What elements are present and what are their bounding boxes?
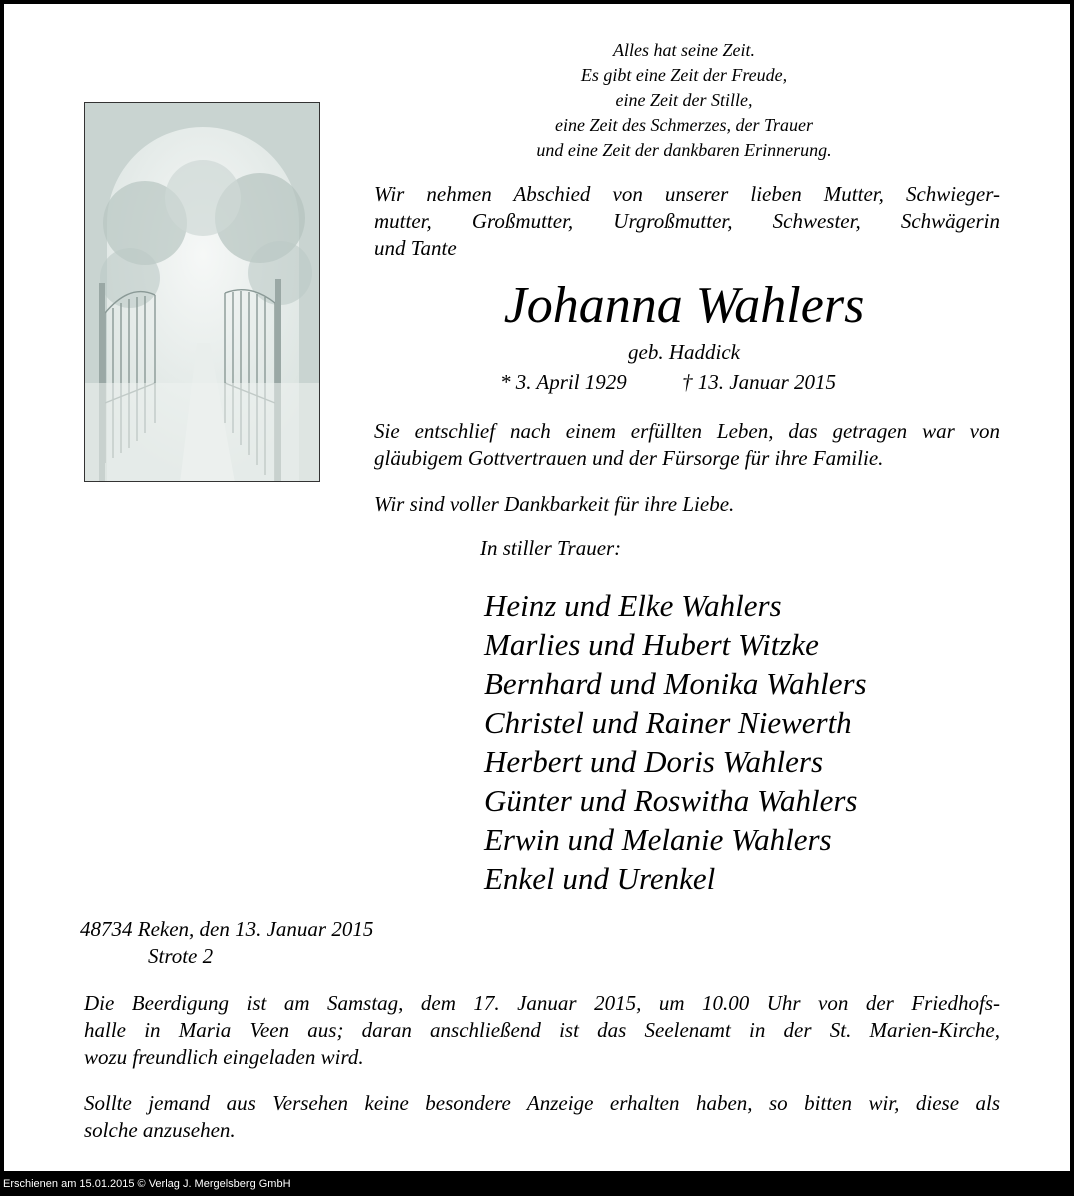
- tribute-line-2: gläubigem Gottvertrauen und der Fürsorge für ihre Familie.: [374, 446, 884, 470]
- mourning-label: In stiller Trauer:: [480, 536, 622, 560]
- birth-date: * 3. April 1929: [500, 370, 627, 394]
- gratitude-text: Wir sind voller Dankbarkeit für ihre Liebe.: [374, 492, 735, 516]
- poem-line-1: Alles hat seine Zeit.: [613, 40, 755, 60]
- funeral-line-1: Die Beerdigung ist am Samstag, dem 17. Januar 2015, um 10.00 Uhr von der Friedhofs-: [84, 991, 1000, 1015]
- intro-line-2: mutter, Großmutter, Urgroßmutter, Schwester, Schwägerin: [374, 209, 1000, 233]
- poem-line-3: eine Zeit der Stille,: [615, 90, 753, 110]
- gate-illustration-icon: [85, 103, 320, 482]
- mourner-1: Heinz und Elke Wahlers: [484, 588, 782, 623]
- funeral-line-2: halle in Maria Veen aus; daran anschließend ist das Seelenamt in der St. Marien-Kirche,: [84, 1018, 1000, 1042]
- death-date: † 13. Januar 2015: [682, 370, 836, 394]
- poem-line-4: eine Zeit des Schmerzes, der Trauer: [555, 115, 813, 135]
- mourner-6: Günter und Roswitha Wahlers: [484, 783, 858, 818]
- obituary-page: [4, 4, 1070, 1171]
- tribute-line-1: Sie entschlief nach einem erfüllten Leben, das getragen war von: [374, 419, 1000, 443]
- mourner-5: Herbert und Doris Wahlers: [484, 744, 824, 779]
- gate-photo: [84, 102, 320, 482]
- intro-line-3: und Tante: [374, 236, 457, 260]
- mourner-8: Enkel und Urenkel: [484, 861, 716, 896]
- poem-line-2: Es gibt eine Zeit der Freude,: [580, 65, 788, 85]
- publication-footer: Erschienen am 15.01.2015 © Verlag J. Mergelsberg GmbH: [3, 1178, 291, 1190]
- mourner-2: Marlies und Hubert Witzke: [484, 627, 819, 662]
- notice-line-2: solche anzusehen.: [84, 1118, 236, 1142]
- notice-line-1: Sollte jemand aus Versehen keine besondere Anzeige erhalten haben, so bitten wir, diese als: [84, 1091, 1000, 1115]
- deceased-name: Johanna Wahlers: [503, 277, 865, 334]
- poem-line-5: und eine Zeit der dankbaren Erinnerung.: [536, 140, 832, 160]
- intro-line-1: Wir nehmen Abschied von unserer lieben Mutter, Schwieger-: [374, 182, 1000, 206]
- mourner-3: Bernhard und Monika Wahlers: [484, 666, 867, 701]
- funeral-line-3: wozu freundlich eingeladen wird.: [84, 1045, 364, 1069]
- mourner-4: Christel und Rainer Niewerth: [484, 705, 852, 740]
- address-line-1: 48734 Reken, den 13. Januar 2015: [80, 917, 374, 941]
- mourner-7: Erwin und Melanie Wahlers: [484, 822, 832, 857]
- address-line-2: Strote 2: [148, 944, 214, 968]
- birth-name: geb. Haddick: [628, 340, 740, 364]
